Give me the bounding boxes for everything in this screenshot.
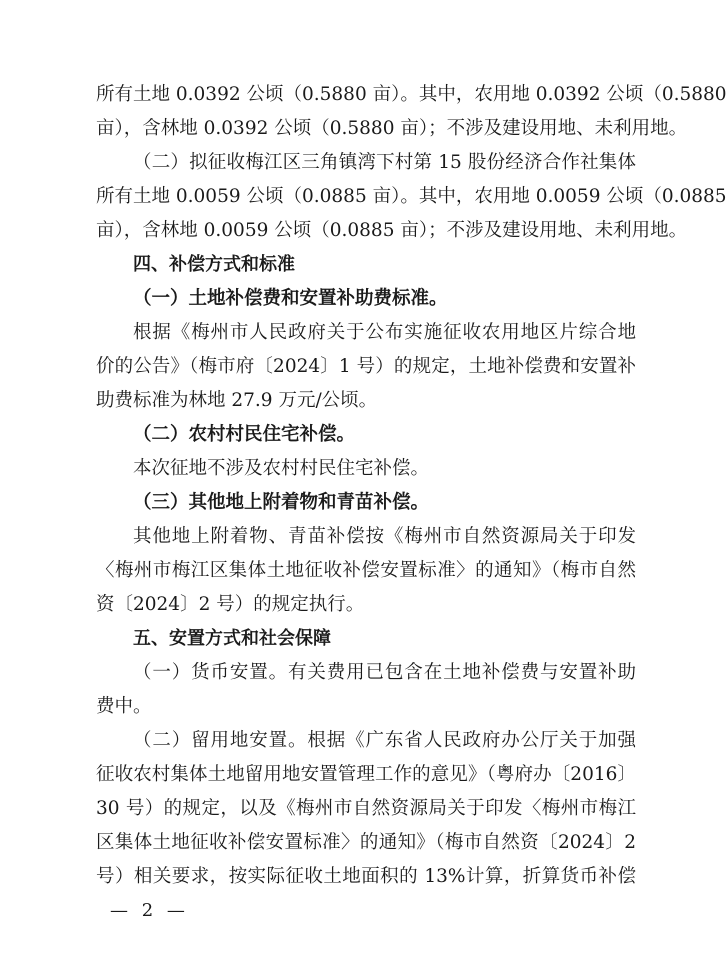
paragraph-line: 根据《梅州市人民政府关于公布实施征收农用地区片综合地: [133, 322, 636, 343]
paragraph-line: 费中。: [96, 696, 152, 717]
subsection-heading: （三）其他地上附着物和青苗补偿。: [133, 492, 430, 513]
page-number: — 2 —: [110, 900, 189, 921]
paragraph-line: 助费标准为林地 27.9 万元/公顷。: [96, 390, 378, 411]
paragraph-line: 所有土地 0.0059 公顷（0.0885 亩）。其中，农用地 0.0059 公顷（0.0885: [96, 186, 727, 207]
paragraph-line: 30 号）的规定，以及《梅州市自然资源局关于印发〈梅州市梅江: [96, 798, 636, 819]
paragraph-line: 区集体土地征收补偿安置标准〉的通知》（梅市自然资〔2024〕2: [96, 832, 636, 853]
paragraph-line: 价的公告》（梅市府〔2024〕1 号）的规定，土地补偿费和安置补: [96, 356, 636, 377]
paragraph-line: 本次征地不涉及农村村民住宅补偿。: [133, 458, 430, 479]
paragraph-line: （一）货币安置。有关费用已包含在土地补偿费与安置补助: [133, 662, 636, 683]
paragraph-line: 其他地上附着物、青苗补偿按《梅州市自然资源局关于印发: [133, 526, 636, 547]
paragraph-line: 亩），含林地 0.0059 公顷（0.0885 亩）；不涉及建设用地、未利用地。: [96, 220, 688, 241]
paragraph-line: （二）留用地安置。根据《广东省人民政府办公厅关于加强: [133, 730, 636, 751]
paragraph-line: 亩），含林地 0.0392 公顷（0.5880 亩）；不涉及建设用地、未利用地。: [96, 118, 688, 139]
subsection-heading: （一）土地补偿费和安置补助费标准。: [133, 288, 448, 309]
paragraph-line: 征收农村集体土地留用地安置管理工作的意见》（粤府办〔2016〕: [96, 764, 636, 785]
section-heading: 五、安置方式和社会保障: [133, 628, 331, 649]
section-heading: 四、补偿方式和标准: [133, 254, 295, 275]
paragraph-line: 号）相关要求，按实际征收土地面积的 13%计算，折算货币补偿: [96, 866, 636, 887]
document-body: [96, 78, 727, 894]
paragraph-line: （二）拟征收梅江区三角镇湾下村第 15 股份经济合作社集体: [133, 152, 636, 173]
subsection-heading: （二）农村村民住宅补偿。: [133, 424, 356, 445]
paragraph-line: 所有土地 0.0392 公顷（0.5880 亩）。其中，农用地 0.0392 公顷（0.5880: [96, 84, 727, 105]
paragraph-line: 〈梅州市梅江区集体土地征收补偿安置标准〉的通知》（梅市自然: [96, 560, 636, 581]
paragraph-line: 资〔2024〕2 号）的规定执行。: [96, 594, 365, 615]
